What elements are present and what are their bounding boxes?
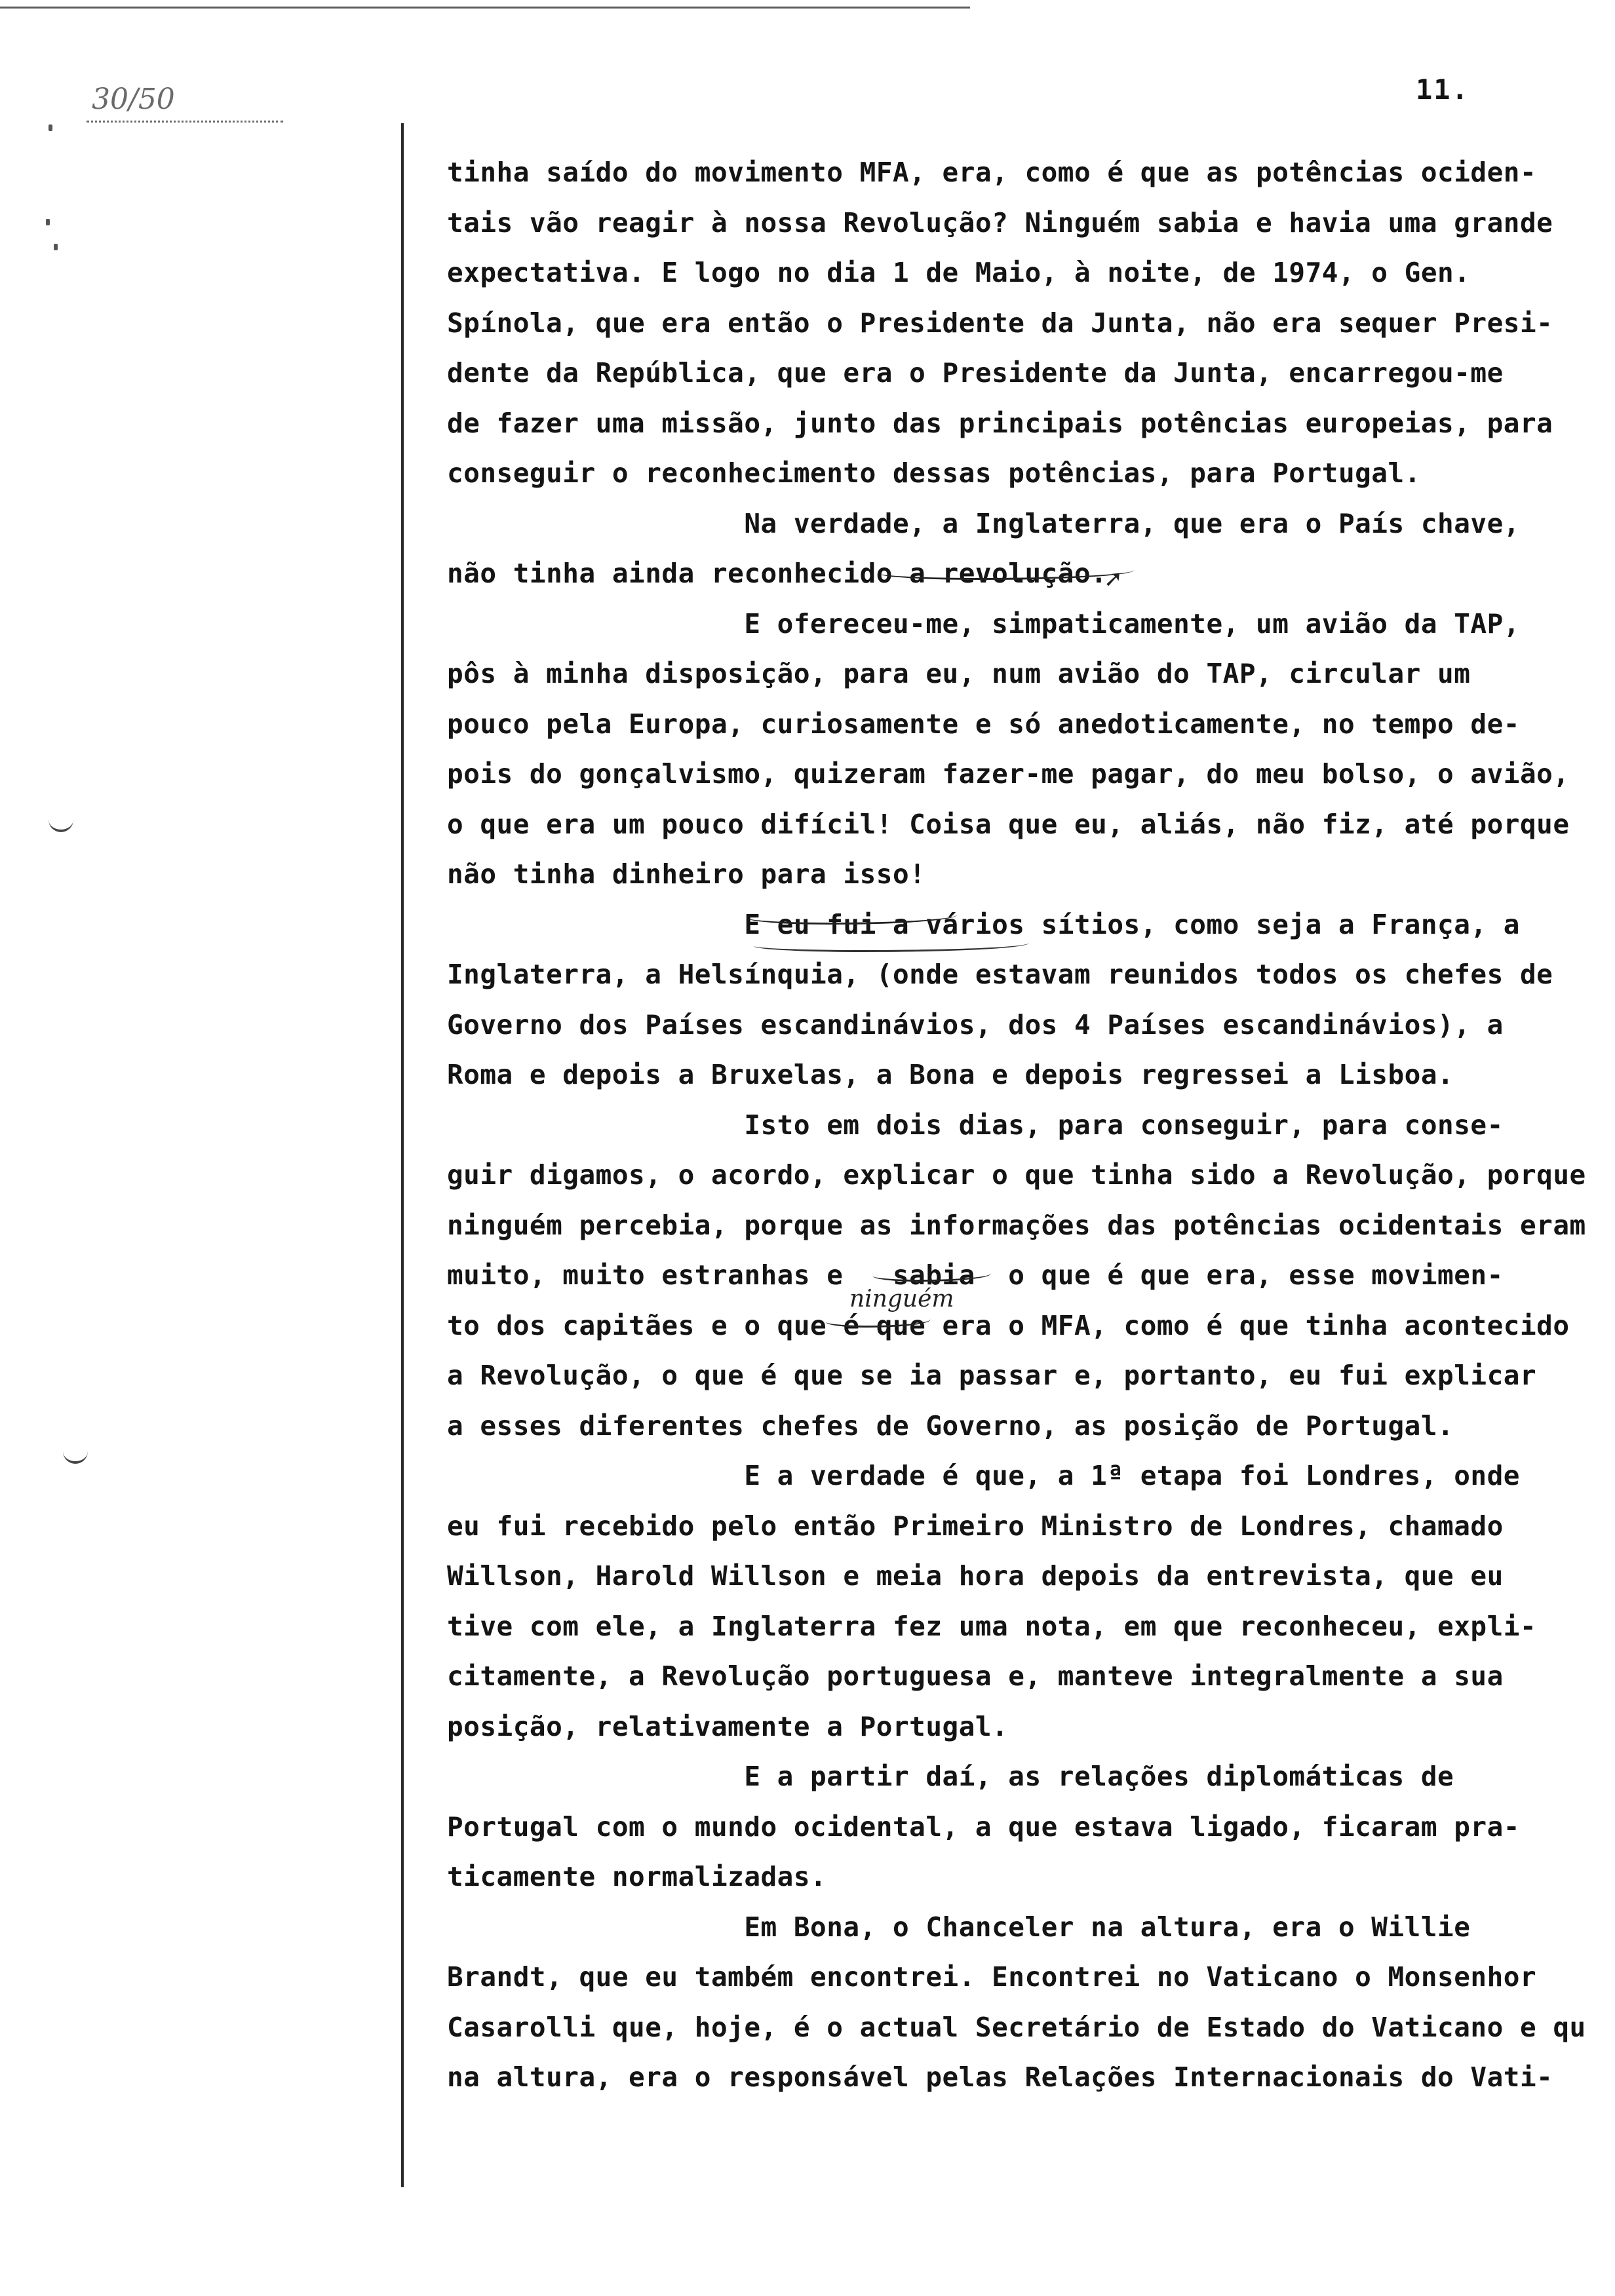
text-line: muito, muito estranhas e sabia o que é que era, esse movimen- [447, 1259, 1504, 1291]
text-line: Governo dos Países escandinávios, dos 4 Países escandinávios), a [447, 1008, 1504, 1041]
text-line: pouco pela Europa, curiosamente e só anedoticamente, no tempo de- [447, 708, 1520, 740]
text-line: não tinha ainda reconhecido a revolução. [447, 558, 1108, 589]
text-line: tive com ele, a Inglaterra fez uma nota, em que reconheceu, expli- [447, 1610, 1537, 1642]
reference-note [87, 83, 283, 128]
text-line: guir digamos, o acordo, explicar o que tinha sido a Revolução, porque [447, 1159, 1586, 1191]
handwritten-arrow-mark: ➚ [1105, 565, 1121, 595]
text-line: ticamente normalizadas. [447, 1861, 827, 1892]
text-line: Willson, Harold Willson e meia hora depois da entrevista, que eu [447, 1560, 1504, 1592]
margin-tick-mark [63, 1449, 88, 1464]
text-line: Na verdade, a Inglaterra, que era o País chave, [447, 507, 1520, 539]
margin-speck [46, 219, 50, 225]
text-line: tinha saído do movimento MFA, era, como é que as potências ociden- [447, 157, 1537, 188]
text-line: conseguir o reconhecimento dessas potências, para Portugal. [447, 457, 1421, 489]
text-line: pôs à minha disposição, para eu, num avião do TAP, circular um [447, 658, 1471, 689]
text-line: dente da República, que era o Presidente da Junta, encarregou-me [447, 357, 1504, 389]
text-line: de fazer uma missão, junto das principais potências europeias, para [447, 407, 1553, 439]
text-line: tais vão reagir à nossa Revolução? Ninguém sabia e havia uma grande [447, 206, 1553, 239]
text-line: eu fui recebido pelo então Primeiro Ministro de Londres, chamado [447, 1510, 1504, 1542]
text-line: a Revolução, o que é que se ia passar e, portanto, eu fui explicar [447, 1360, 1537, 1391]
body-text [447, 147, 1615, 2103]
text-line: Inglaterra, a Helsínquia, (onde estavam reunidos todos os chefes de [447, 959, 1553, 990]
text-line: posição, relativamente a Portugal. [447, 1710, 1009, 1742]
text-line: to dos capitães e o que é que era o MFA, como é que tinha acontecido [447, 1309, 1570, 1341]
margin-speck [49, 124, 52, 131]
text-line: não tinha dinheiro para isso! [447, 858, 926, 890]
text-line: Roma e depois a Bruxelas, a Bona e depois regressei a Lisboa. [447, 1059, 1454, 1090]
text-line: E a partir daí, as relações diplomáticas de [447, 1761, 1454, 1792]
text-line: pois do gonçalvismo, quizeram fazer-me pagar, do meu bolso, o avião, [447, 758, 1570, 790]
text-line: Brandt, que eu também encontrei. Encontrei no Vaticano o Monsenhor [447, 1961, 1537, 1993]
reference-note-dotted-line [87, 121, 283, 123]
text-line: citamente, a Revolução portuguesa e, manteve integralmente a sua [447, 1660, 1504, 1692]
text-line: o que era um pouco difícil! Coisa que eu, aliás, não fiz, até porque [447, 808, 1570, 840]
text-line: Portugal com o mundo ocidental, a que estava ligado, ficaram pra- [447, 1810, 1520, 1843]
text-line: E eu fui a vários sítios, como seja a França, a [447, 908, 1520, 940]
text-line: Isto em dois dias, para conseguir, para conse- [447, 1109, 1504, 1141]
text-line: na altura, era o responsável pelas Relações Internacionais do Vati- [447, 2061, 1553, 2093]
margin-rule [401, 123, 404, 2187]
page-number: 11. [1416, 73, 1469, 105]
reference-note-text: 30/50 [92, 83, 175, 116]
top-border-line [0, 7, 970, 9]
text-line: E a verdade é que, a 1ª etapa foi Londres, onde [447, 1460, 1520, 1491]
margin-tick-mark [49, 818, 73, 832]
margin-speck [54, 244, 58, 250]
text-line: Spínola, que era então o Presidente da Junta, não era sequer Presi- [447, 307, 1553, 339]
text-line: E ofereceu-me, simpaticamente, um avião da TAP, [447, 607, 1520, 640]
text-line: ninguém percebia, porque as informações das potências ocidentais eram [447, 1209, 1586, 1241]
text-line: a esses diferentes chefes de Governo, as posição de Portugal. [447, 1409, 1454, 1442]
text-line: expectativa. E logo no dia 1 de Maio, à noite, de 1974, o Gen. [447, 257, 1471, 288]
text-line: Em Bona, o Chanceler na altura, era o Willie [447, 1911, 1471, 1943]
handwritten-inserted-word: ninguém [849, 1286, 954, 1312]
text-line: Casarolli que, hoje, é o actual Secretário de Estado do Vaticano e qu [447, 2011, 1586, 2043]
